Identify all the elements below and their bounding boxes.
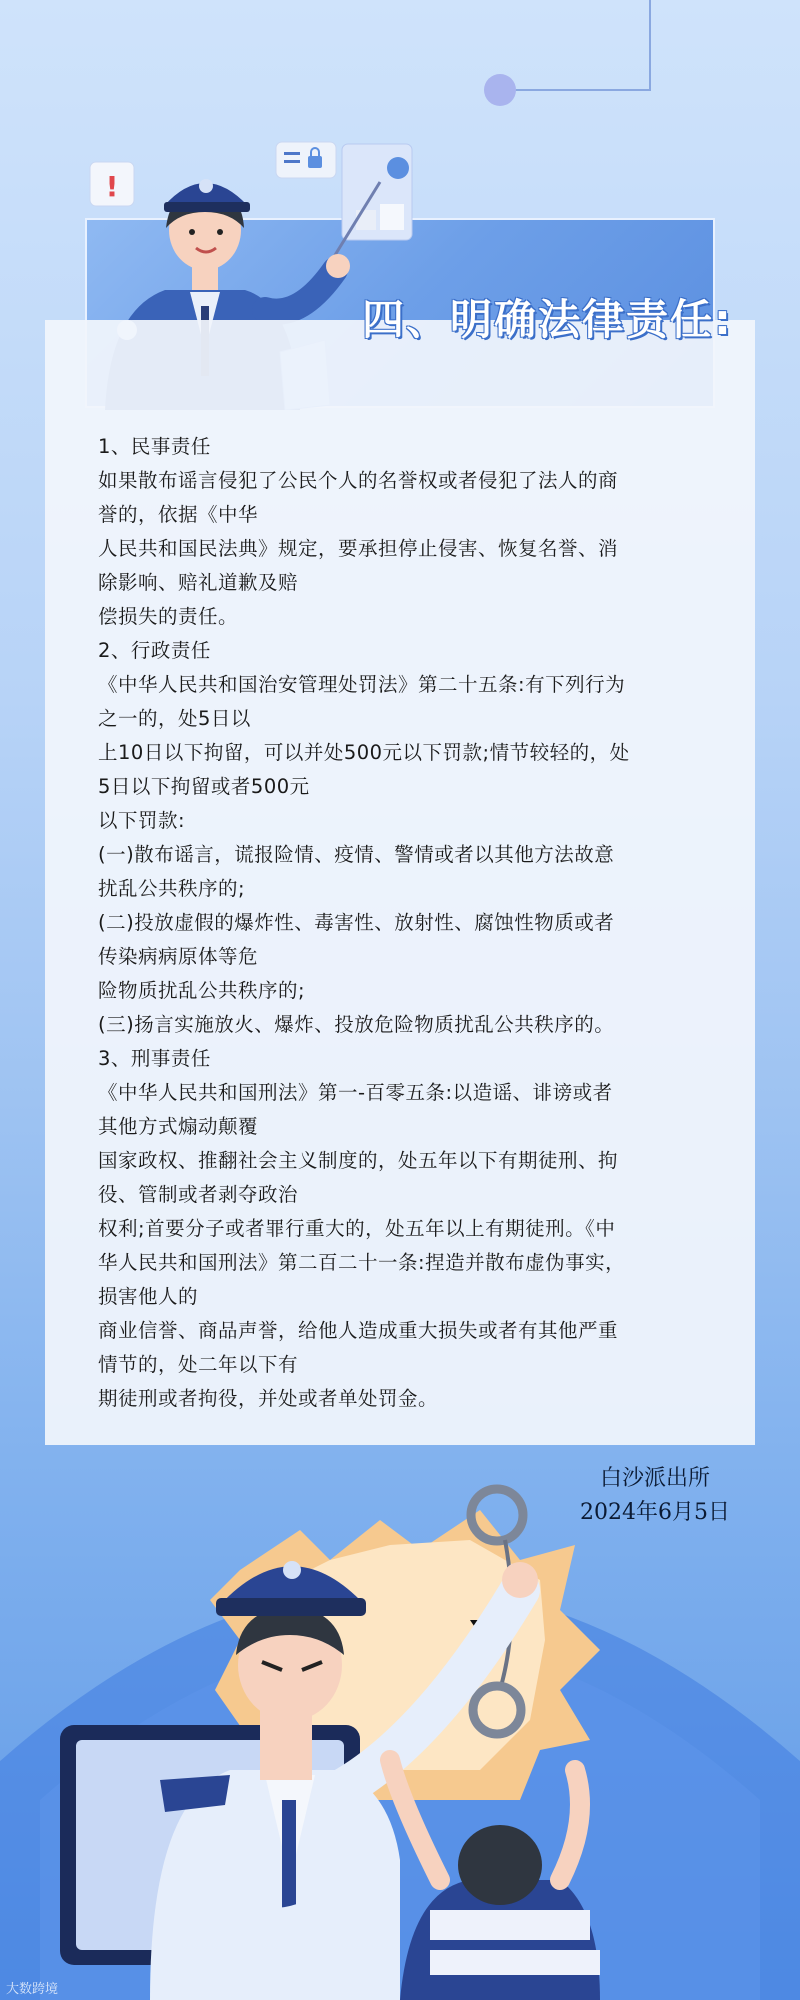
section-heading-administrative: 2、行政责任 — [98, 639, 211, 662]
paragraph-line: 上10日以下拘留，可以并处500元以下罚款;情节较轻的，处 — [98, 741, 630, 764]
section-heading-civil: 1、民事责任 — [98, 435, 211, 458]
page-title: 四、明确法律责任: — [362, 295, 733, 344]
paragraph-line: 华人民共和国刑法》第二百二十一条:捏造并散布虚伪事实， — [98, 1251, 626, 1274]
paragraph-line: 商业信誉、商品声誉，给他人造成重大损失或者有其他严重 — [98, 1319, 619, 1342]
paragraph-line: 誉的，依据《中华 — [98, 503, 259, 526]
watermark: 大数跨境 — [6, 1982, 59, 1997]
signature-org: 白沙派出所 — [599, 1466, 710, 1491]
lock-icon — [276, 142, 336, 178]
paragraph-line: 人民共和国民法典》规定，要承担停止侵害、恢复名誉、消 — [98, 537, 619, 560]
paragraph-line: 期徒刑或者拘役，并处或者单处罚金。 — [98, 1387, 439, 1410]
paragraph-line: 以下罚款: — [98, 809, 186, 832]
paragraph-line: 权利;首要分子或者罪行重大的，处五年以上有期徒刑。《中 — [98, 1217, 616, 1240]
paragraph-line: (三)扬言实施放火、爆炸、投放危险物质扰乱公共秩序的。 — [98, 1013, 615, 1036]
paragraph-line: 如果散布谣言侵犯了公民个人的名誉权或者侵犯了法人的商 — [98, 469, 619, 492]
section-heading-criminal: 3、刑事责任 — [98, 1047, 211, 1070]
paragraph-line: 5日以下拘留或者500元 — [98, 775, 310, 798]
paragraph-line: 险物质扰乱公共秩序的; — [98, 979, 306, 1002]
paragraph-line: 损害他人的 — [98, 1285, 199, 1308]
paragraph-line: 扰乱公共秩序的; — [98, 877, 246, 900]
paragraph-line: 国家政权、推翻社会主义制度的，处五年以下有期徒刑、拘 — [98, 1149, 619, 1172]
paragraph-line: 情节的，处二年以下有 — [98, 1353, 299, 1376]
paragraph-line: 除影响、赔礼道歉及赔 — [98, 571, 299, 594]
paragraph-line: 《中华人民共和国治安管理处罚法》第二十五条:有下列行为 — [98, 673, 626, 696]
signature-block — [540, 1462, 770, 1530]
signature-date: 2024年6月5日 — [580, 1500, 730, 1525]
content-body — [98, 430, 708, 1416]
svg-text:!: ! — [105, 170, 119, 203]
paragraph-line: 之一的，处5日以 — [98, 707, 251, 730]
paragraph-line: 其他方式煽动颠覆 — [98, 1115, 259, 1138]
paragraph-line: 偿损失的责任。 — [98, 605, 239, 628]
paragraph-line: (一)散布谣言，谎报险情、疫情、警情或者以其他方法故意 — [98, 843, 615, 866]
paragraph-line: 《中华人民共和国刑法》第一-百零五条:以造谣、诽谤或者 — [98, 1081, 613, 1104]
paragraph-line: 役、管制或者剥夺政治 — [98, 1183, 299, 1206]
paragraph-line: 传染病病原体等危 — [98, 945, 259, 968]
paragraph-line: (二)投放虚假的爆炸性、毒害性、放射性、腐蚀性物质或者 — [98, 911, 615, 934]
exclamation-icon — [90, 162, 134, 206]
